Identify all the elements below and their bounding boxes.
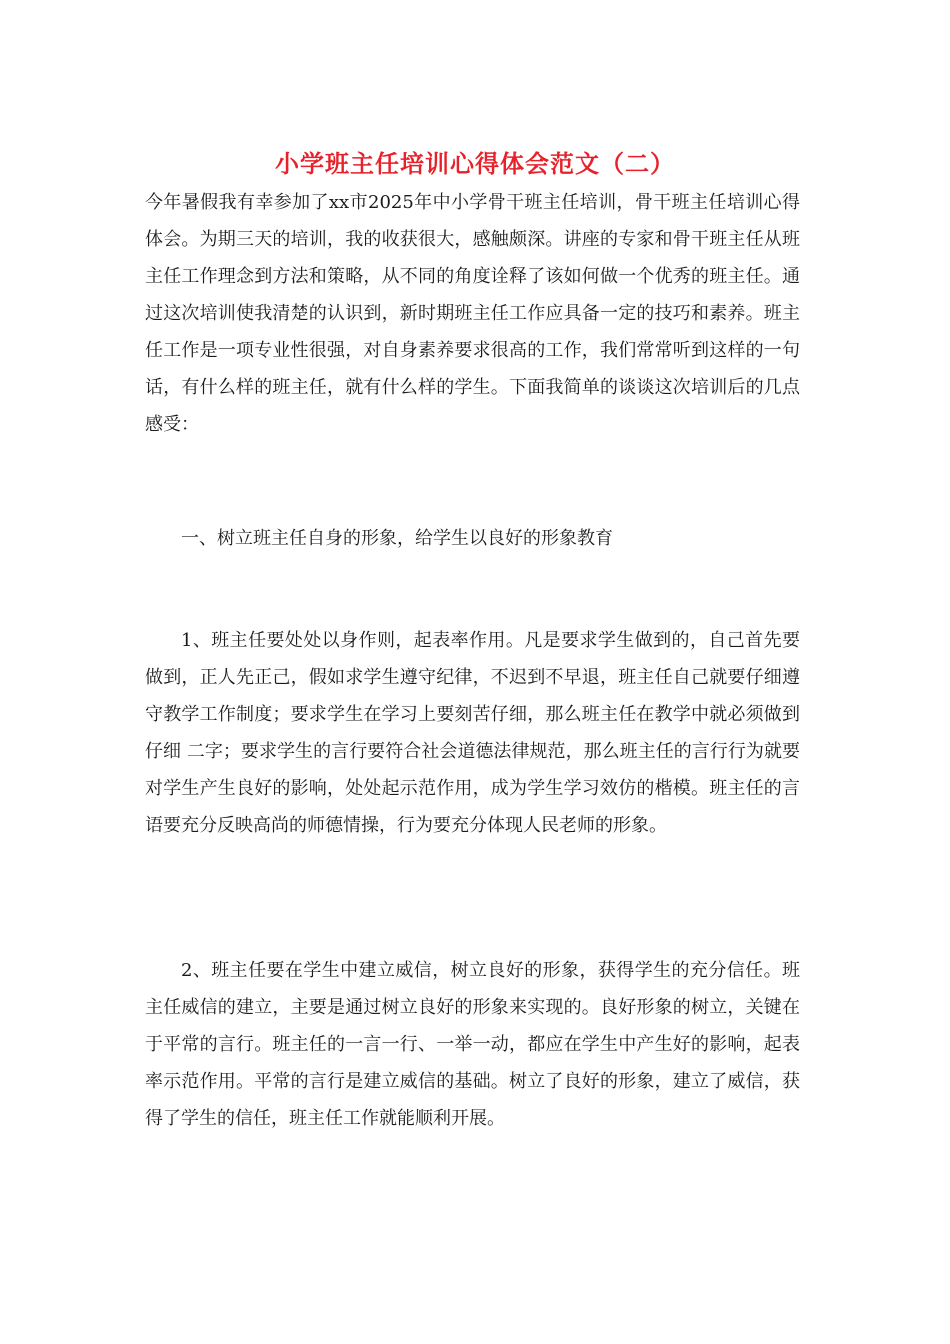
section-heading: 一、树立班主任自身的形象，给学生以良好的形象教育: [181, 528, 613, 549]
point-1-paragraph: 1、班主任要处处以身作则，起表率作用。凡是要求学生做到的，自己首先要做到，正人先正己，假如求学生遵守纪律，不迟到不早退，班主任自己就要仔细遵守教学工作制度；要求学生在学习上要刻苦仔细，那么班主任在教学中就必须做到 仔细 二字；要求学生的言行要符合社会道德法律规范，那么班主任的言行行为就要对学生产生良好的影响，处处起示范作用，成为学生学习效仿的楷模。班主任的言语要充分反映高尚的师德情操，行为要充分体现人民老师的形象。: [145, 630, 800, 836]
point-2-paragraph: 2、班主任要在学生中建立威信，树立良好的形象，获得学生的充分信任。班主任威信的建立，主要是通过树立良好的形象来实现的。良好形象的树立，关键在于平常的言行。班主任的一言一行、一举一动，都应在学生中产生好的影响，起表率示范作用。平常的言行是建立威信的基础。树立了良好的形象，建立了威信，获得了学生的信任，班主任工作就能顺利开展。: [145, 960, 800, 1129]
intro-paragraph: 今年暑假我有幸参加了xx市2025年中小学骨干班主任培训，骨干班主任培训心得体会。为期三天的培训，我的收获很大，感触颇深。讲座的专家和骨干班主任从班主任工作理念到方法和策略，从不同的角度诠释了该如何做一个优秀的班主任。通过这次培训使我清楚的认识到，新时期班主任工作应具备一定的技巧和素养。班主任工作是一项专业性很强，对自身素养要求很高的工作，我们常常听到这样的一句话，有什么样的班主任，就有什么样的学生。下面我简单的谈谈这次培训后的几点感受：: [145, 192, 800, 435]
document-title: 小学班主任培训心得体会范文（二）: [275, 149, 675, 178]
